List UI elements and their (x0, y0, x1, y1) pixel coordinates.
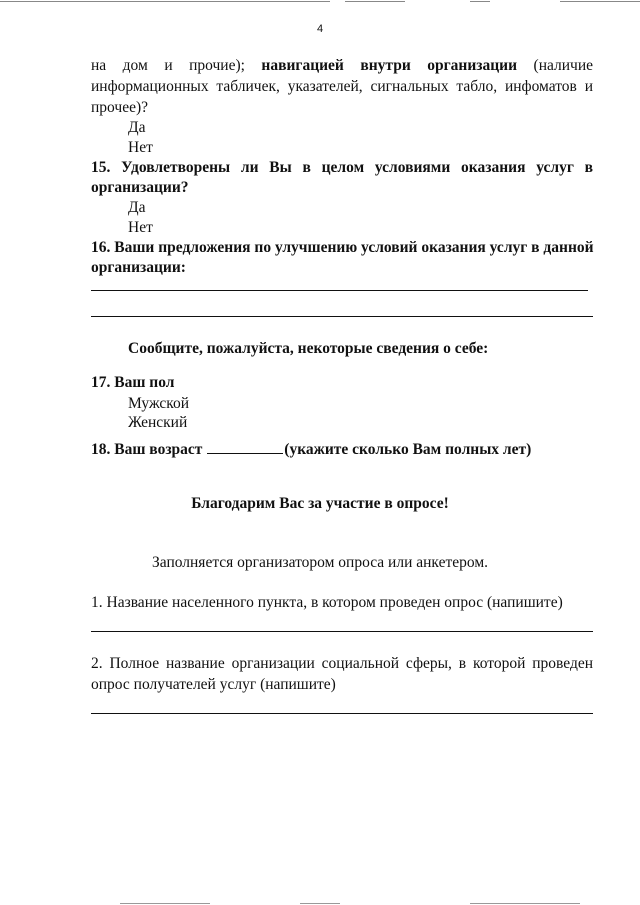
q15-question-line-2: организации? (91, 179, 189, 196)
q14-option-no[interactable]: Нет (128, 139, 153, 156)
q14-line-1: на дом и прочие); навигацией внутри организации (наличие (91, 57, 594, 74)
q14-line-2: информационных табличек, указателей, сигнальных табло, инфоматов и (91, 78, 593, 95)
q15-question-line-1: 15. Удовлетворены ли Вы в целом условиями оказания услуг в (91, 159, 593, 176)
q15-option-no[interactable]: Нет (128, 219, 153, 236)
organizer-note: Заполняется организатором опроса или анкетером. (152, 554, 488, 571)
q15-option-yes[interactable]: Да (128, 199, 146, 216)
q16-answer-line-2[interactable] (91, 316, 593, 317)
organizer-question-1: 1. Название населенного пункта, в котором проведен опрос (напишите) (91, 594, 563, 611)
q18-hint: (укажите сколько Вам полных лет) (284, 441, 532, 458)
about-section-heading: Сообщите, пожалуйста, некоторые сведения о себе: (128, 340, 489, 357)
q17-option-female[interactable]: Женский (128, 414, 188, 431)
age-input-blank[interactable] (207, 439, 283, 454)
q17-question: 17. Ваш пол (91, 374, 175, 391)
q16-answer-line-1[interactable] (91, 290, 588, 291)
page-number: 4 (316, 23, 324, 35)
scan-bottom-edge (0, 901, 640, 905)
q18-question (91, 439, 593, 459)
scan-top-edge (0, 0, 640, 3)
organizer-question-2-line-1: 2. Полное название организации социальной сферы, в которой проведен (91, 655, 593, 672)
q16-question-line-2: организации: (91, 259, 186, 276)
q18-label: 18. Ваш возраст (91, 441, 203, 458)
q16-question-line-1: 16. Ваши предложения по улучшению условий оказания услуг в данной (91, 239, 594, 256)
thanks-message: Благодарим Вас за участие в опросе! (191, 495, 449, 512)
q14-option-yes[interactable]: Да (128, 119, 146, 136)
q14-line-3: прочее)? (91, 99, 148, 116)
settlement-answer-line[interactable] (91, 631, 593, 632)
organization-answer-line[interactable] (91, 713, 593, 714)
q17-option-male[interactable]: Мужской (128, 395, 190, 412)
organizer-question-2-line-2: опрос получателей услуг (напишите) (91, 676, 336, 693)
